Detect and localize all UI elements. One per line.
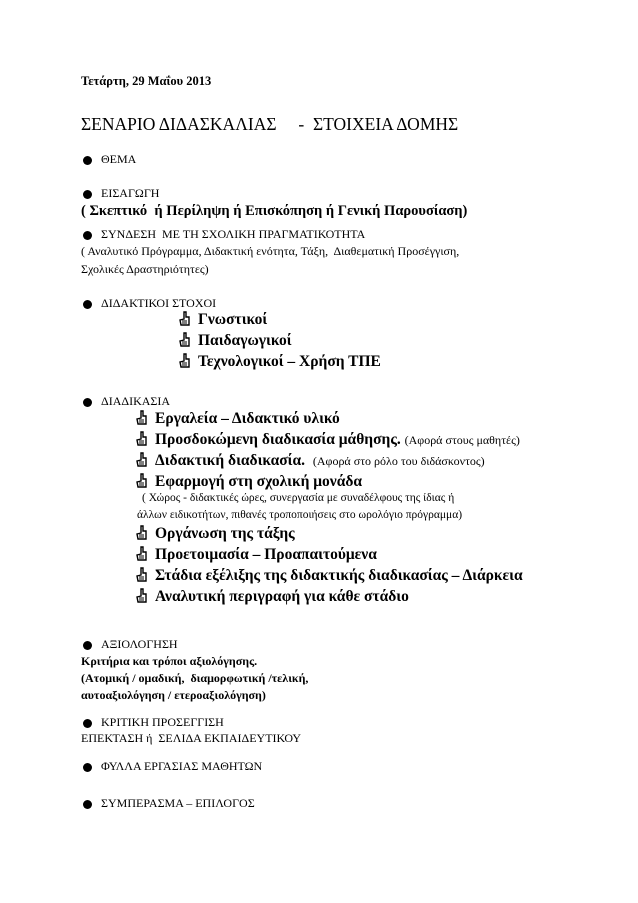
section-heading-fylla: ΦΥΛΛΑ ΕΡΓΑΣΙΑΣ ΜΑΘΗΤΩΝ: [101, 759, 263, 773]
pointing-hand-icon: [135, 567, 148, 582]
list-item: Προσδοκώμενη διαδικασία μάθησης. (Αφορά στους μαθητές): [135, 431, 520, 449]
pointing-hand-icon: [135, 431, 148, 446]
list-item: Τεχνολογικοί – Χρήση ΤΠΕ: [178, 353, 381, 371]
section-heading-syndesi: ΣΥΝΔΕΣΗ ΜΕ ΤΗ ΣΧΟΛΙΚΗ ΠΡΑΓΜΑΤΙΚΟΤΗΤΑ: [101, 227, 366, 241]
item-note: ( Χώρος - διδακτικές ώρες, συνεργασία με συναδέλφους της ίδιας ή: [142, 492, 455, 504]
pointing-hand-icon: [135, 546, 148, 561]
pointing-hand-icon: [178, 311, 191, 326]
list-item: Αναλυτική περιγραφή για κάθε στάδιο: [135, 588, 409, 606]
section-heading-eisagogi: ΕΙΣΑΓΩΓΗ: [101, 186, 160, 200]
list-item: Γνωστικοί: [178, 311, 267, 329]
item-note: άλλων ειδικοτήτων, πιθανές τροποποιήσεις στο ωρολόγιο πρόγραμμα): [137, 509, 463, 521]
section-heading-symperasma: ΣΥΜΠΕΡΑΣΜΑ – ΕΠΙΛΟΓΟΣ: [101, 796, 255, 810]
syndesi-text-line2: Σχολικές Δραστηριότητες): [81, 262, 209, 276]
section-heading-stoxoi: ΔΙΔΑΚΤΙΚΟΙ ΣΤΟΧΟΙ: [101, 296, 217, 310]
syndesi-text-line1: ( Αναλυτικό Πρόγραμμα, Διδακτική ενότητα, Τάξη, Διαθεματική Προσέγγιση,: [81, 244, 460, 258]
list-item: Στάδια εξέλιξης της διδακτικής διαδικασίας – Διάρκεια: [135, 567, 523, 585]
bullet-icon: [83, 719, 92, 728]
bullet-icon: [83, 763, 92, 772]
pointing-hand-icon: [135, 410, 148, 425]
axiologisi-text-line3: αυτοαξιολόγηση / ετεροαξιολόγηση): [81, 688, 266, 702]
section-heading-diadikasia: ΔΙΑΔΙΚΑΣΙΑ: [101, 394, 171, 408]
section-heading-kritiki: ΚΡΙΤΙΚΗ ΠΡΟΣΕΓΓΙΣΗ: [101, 715, 224, 729]
item-note: (Αφορά στους μαθητές): [404, 433, 520, 447]
section-heading-thema: ΘΕΜΑ: [101, 152, 137, 166]
list-item: Εργαλεία – Διδακτικό υλικό: [135, 410, 340, 428]
list-item: Προετοιμασία – Προαπαιτούμενα: [135, 546, 377, 564]
pointing-hand-icon: [178, 353, 191, 368]
bullet-icon: [83, 800, 92, 809]
pointing-hand-icon: [135, 588, 148, 603]
kritiki-subheading: ΕΠΕΚΤΑΣΗ ή ΣΕΛΙΔΑ ΕΚΠΑΙΔΕΥΤΙΚΟΥ: [81, 731, 302, 745]
axiologisi-text-line1: Κριτήρια και τρόποι αξιολόγησης.: [81, 654, 258, 668]
list-item: Παιδαγωγικοί: [178, 332, 292, 350]
list-item: Εφαρμογή στη σχολική μονάδα: [135, 473, 362, 491]
bullet-icon: [83, 300, 92, 309]
pointing-hand-icon: [135, 473, 148, 488]
bullet-icon: [83, 641, 92, 650]
list-item: Οργάνωση της τάξης: [135, 525, 295, 543]
date-line: Τετάρτη, 29 Μαΐου 2013: [81, 74, 212, 88]
item-note: (Αφορά στο ρόλο του διδάσκοντος): [312, 454, 485, 468]
pointing-hand-icon: [135, 525, 148, 540]
bullet-icon: [83, 156, 92, 165]
pointing-hand-icon: [178, 332, 191, 347]
bullet-icon: [83, 231, 92, 240]
bullet-icon: [83, 398, 92, 407]
axiologisi-text-line2: (Ατομική / ομαδική, διαμορφωτική /τελική,: [81, 671, 309, 685]
pointing-hand-icon: [135, 452, 148, 467]
list-item: Διδακτική διαδικασία. (Αφορά στο ρόλο του διδάσκοντος): [135, 452, 485, 470]
bullet-icon: [83, 190, 92, 199]
section-heading-axiologisi: ΑΞΙΟΛΟΓΗΣΗ: [101, 637, 178, 651]
eisagogi-subtitle: ( Σκεπτικό ή Περίληψη ή Επισκόπηση ή Γενική Παρουσίαση): [81, 203, 468, 219]
page-title: ΣΕΝΑΡΙΟ ΔΙΔΑΣΚΑΛΙΑΣ - ΣΤΟΙΧΕΙΑ ΔΟΜΗΣ: [81, 114, 459, 134]
